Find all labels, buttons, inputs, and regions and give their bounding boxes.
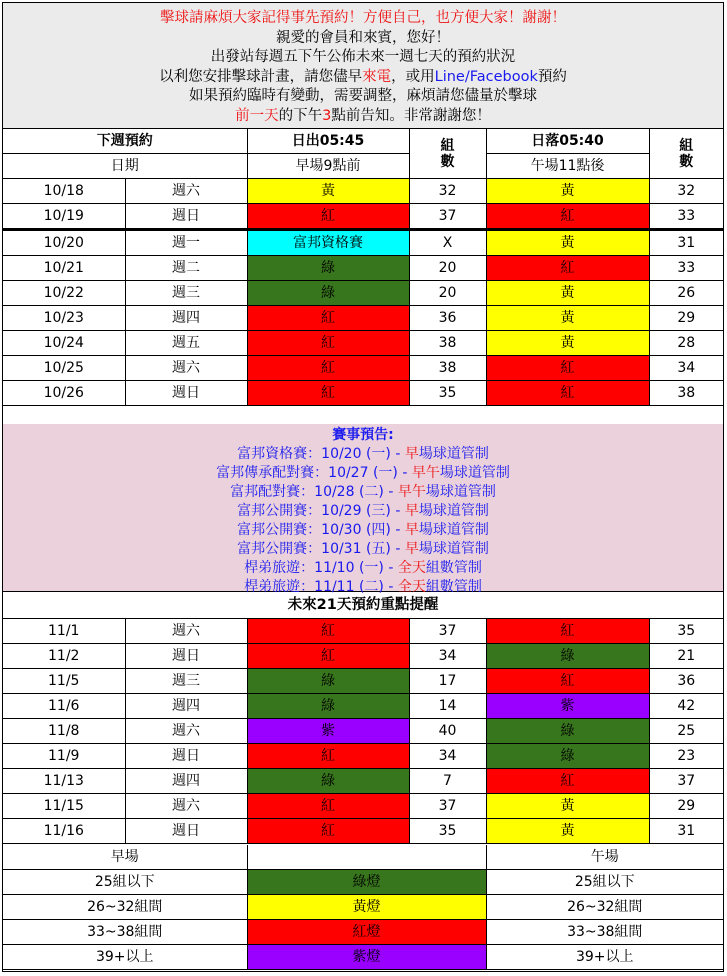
afternoon-status-cell: 紅 [486, 356, 649, 381]
morning-groups-cell: 20 [409, 256, 486, 281]
notice-call-text: 來電 [362, 68, 392, 85]
afternoon-status-cell: 紅 [486, 669, 649, 694]
future-row [3, 769, 723, 794]
future-row [3, 694, 723, 719]
notice-line-4 [3, 68, 723, 88]
event-session: 早 [404, 446, 419, 462]
event-session: 早午 [411, 465, 440, 481]
legend-range-am: 26~32組間 [3, 895, 247, 920]
event-item [3, 559, 723, 578]
notice-text: 預約 [537, 68, 567, 85]
afternoon-status-cell: 黃 [486, 306, 649, 331]
morning-status-cell: 紫 [247, 719, 409, 744]
legend-row [3, 920, 723, 945]
event-text: 場球道管制 [418, 446, 489, 462]
date-cell: 11/16 [3, 819, 125, 844]
notice-text: 的下午 [278, 107, 323, 124]
week-row [3, 230, 723, 256]
notice-box [3, 3, 723, 129]
week-row [3, 356, 723, 381]
afternoon-groups-cell: 26 [649, 281, 723, 306]
date-cell: 11/13 [3, 769, 125, 794]
date-cell: 10/21 [3, 256, 125, 281]
notice-text: ，或用 [391, 68, 435, 85]
date-cell: 11/5 [3, 669, 125, 694]
afternoon-groups-cell: 33 [649, 204, 723, 230]
morning-header: 早場9點前 [247, 154, 409, 179]
events-notice [3, 424, 723, 595]
date-cell: 10/18 [3, 179, 125, 204]
morning-status-cell: 紅 [247, 819, 409, 844]
afternoon-groups-cell: 29 [649, 794, 723, 819]
morning-status-cell: 紅 [247, 794, 409, 819]
morning-status-cell: 綠 [247, 256, 409, 281]
events-list [3, 445, 723, 597]
morning-groups-cell: 36 [409, 306, 486, 331]
afternoon-status-cell: 紅 [486, 381, 649, 406]
event-text: 桿弟旅遊：11/10 (一) - [244, 560, 398, 576]
afternoon-status-cell: 黃 [486, 230, 649, 256]
event-text: 富邦傳承配對賽：10/27 (一) - [216, 465, 412, 481]
date-cell: 10/19 [3, 204, 125, 230]
morning-groups-cell: 14 [409, 694, 486, 719]
afternoon-status-cell: 綠 [486, 744, 649, 769]
groups-header-2 [649, 129, 723, 179]
weekday-cell: 週三 [125, 281, 247, 306]
week-row [3, 256, 723, 281]
notice-hour: 3 [322, 107, 332, 124]
afternoon-status-cell: 黃 [486, 331, 649, 356]
morning-groups-cell: 40 [409, 719, 486, 744]
groups-header [409, 129, 486, 179]
legend-pm-header: 午場 [486, 845, 723, 870]
weekday-cell: 週日 [125, 744, 247, 769]
afternoon-status-cell: 黃 [486, 794, 649, 819]
event-text: 富邦公開賽：10/31 (五) - [237, 541, 405, 557]
future-row [3, 619, 723, 644]
morning-groups-cell: 20 [409, 281, 486, 306]
morning-groups-cell: 35 [409, 819, 486, 844]
afternoon-status-cell: 黃 [486, 179, 649, 204]
notice-line-1: 擊球請麻煩大家記得事先預約！方便自己，也方便大家！謝謝！ [160, 10, 566, 26]
afternoon-groups-cell: 35 [649, 619, 723, 644]
weekday-cell: 週二 [125, 256, 247, 281]
morning-groups-cell: 37 [409, 619, 486, 644]
morning-status-cell: 紅 [247, 644, 409, 669]
event-text: 場球道管制 [418, 522, 489, 538]
notice-text: 以利您安排擊球計畫，請您儘早 [159, 68, 363, 85]
week-row [3, 306, 723, 331]
notice-online-text: Line/Facebook [434, 68, 538, 85]
morning-status-cell: 紅 [247, 331, 409, 356]
afternoon-groups-cell: 25 [649, 719, 723, 744]
event-text: 場球道管制 [418, 541, 489, 557]
afternoon-status-cell: 綠 [486, 644, 649, 669]
morning-groups-cell: 38 [409, 356, 486, 381]
afternoon-status-cell: 紅 [486, 204, 649, 230]
afternoon-groups-cell: 36 [649, 669, 723, 694]
afternoon-groups-cell: 29 [649, 306, 723, 331]
reservation-sheet [2, 2, 724, 972]
morning-groups-cell: 37 [409, 794, 486, 819]
future-row [3, 719, 723, 744]
date-cell: 11/6 [3, 694, 125, 719]
legend-table [3, 845, 723, 970]
date-cell: 10/26 [3, 381, 125, 406]
afternoon-groups-cell: 37 [649, 769, 723, 794]
date-header: 日期 [3, 154, 247, 179]
afternoon-groups-cell: 31 [649, 230, 723, 256]
morning-status-cell: 紅 [247, 381, 409, 406]
weekday-cell: 週日 [125, 204, 247, 230]
future-row [3, 794, 723, 819]
week-booking-table [3, 129, 723, 406]
afternoon-groups-cell: 21 [649, 644, 723, 669]
week-row [3, 281, 723, 306]
morning-groups-cell: 38 [409, 331, 486, 356]
date-cell: 11/2 [3, 644, 125, 669]
event-text: 富邦配對賽：10/28 (二) - [230, 484, 398, 500]
morning-status-cell: 綠 [247, 281, 409, 306]
afternoon-groups-cell: 34 [649, 356, 723, 381]
week-row [3, 204, 723, 230]
weekday-cell: 週六 [125, 356, 247, 381]
legend-range-am: 33~38組間 [3, 920, 247, 945]
afternoon-groups-cell: 38 [649, 381, 723, 406]
afternoon-status-cell: 紅 [486, 256, 649, 281]
event-item [3, 502, 723, 521]
afternoon-status-cell: 紅 [486, 769, 649, 794]
legend-row [3, 945, 723, 970]
date-cell: 10/24 [3, 331, 125, 356]
legend-light: 紫燈 [247, 945, 486, 970]
week-row [3, 179, 723, 204]
weekday-cell: 週六 [125, 619, 247, 644]
week-row [3, 331, 723, 356]
event-session: 早 [404, 541, 419, 557]
event-item [3, 540, 723, 559]
weekday-cell: 週四 [125, 769, 247, 794]
sunrise-header: 日出05:45 [247, 129, 409, 154]
event-text: 組數管制 [425, 579, 482, 595]
date-cell: 11/9 [3, 744, 125, 769]
morning-status-cell: 紅 [247, 619, 409, 644]
weekday-cell: 週五 [125, 331, 247, 356]
morning-status-cell: 綠 [247, 694, 409, 719]
future-row [3, 744, 723, 769]
weekday-cell: 週六 [125, 719, 247, 744]
morning-groups-cell: 7 [409, 769, 486, 794]
morning-status-cell: 紅 [247, 204, 409, 230]
afternoon-status-cell: 黃 [486, 281, 649, 306]
event-text: 桿弟旅遊：11/11 (二) - [244, 579, 398, 595]
notice-line-3: 出發站每週五下午公佈未來一週七天的預約狀況 [210, 49, 516, 65]
morning-groups-cell: 17 [409, 669, 486, 694]
weekday-cell: 週一 [125, 230, 247, 256]
future-row [3, 819, 723, 844]
week-row [3, 381, 723, 406]
event-text: 場球道管制 [418, 503, 489, 519]
morning-status-cell: 綠 [247, 669, 409, 694]
legend-light: 黃燈 [247, 895, 486, 920]
morning-groups-cell: 37 [409, 204, 486, 230]
legend-range-am: 39+以上 [3, 945, 247, 970]
weekday-cell: 週日 [125, 644, 247, 669]
weekday-cell: 週六 [125, 794, 247, 819]
date-cell: 11/8 [3, 719, 125, 744]
weekday-cell: 週三 [125, 669, 247, 694]
event-item [3, 464, 723, 483]
morning-status-cell: 黃 [247, 179, 409, 204]
morning-status-cell: 紅 [247, 744, 409, 769]
event-text: 場球道管制 [425, 484, 496, 500]
event-session: 早 [404, 522, 419, 538]
event-text: 富邦公開賽：10/29 (三) - [237, 503, 405, 519]
weekday-cell: 週日 [125, 819, 247, 844]
sunset-header: 日落05:40 [486, 129, 649, 154]
afternoon-groups-cell: 33 [649, 256, 723, 281]
event-item [3, 483, 723, 502]
afternoon-header: 午場11點後 [486, 154, 649, 179]
afternoon-groups-cell: 32 [649, 179, 723, 204]
afternoon-status-cell: 綠 [486, 719, 649, 744]
notice-line-5: 如果預約臨時有變動，需要調整，麻煩請您儘量於擊球 [189, 88, 537, 104]
morning-groups-cell: 34 [409, 644, 486, 669]
event-text: 富邦公開賽：10/30 (四) - [237, 522, 405, 538]
date-cell: 10/23 [3, 306, 125, 331]
date-cell: 11/1 [3, 619, 125, 644]
weekday-cell: 週四 [125, 306, 247, 331]
notice-line-2: 親愛的會員和來賓，您好！ [276, 29, 450, 46]
morning-status-cell: 紅 [247, 306, 409, 331]
weekday-cell: 週日 [125, 381, 247, 406]
groups-header-2-text: 組數 [679, 137, 694, 170]
morning-status-cell: 紅 [247, 356, 409, 381]
event-text: 場球道管制 [439, 465, 510, 481]
afternoon-status-cell: 紫 [486, 694, 649, 719]
future-row [3, 644, 723, 669]
event-session: 早午 [397, 484, 426, 500]
weekday-cell: 週四 [125, 694, 247, 719]
afternoon-status-cell: 黃 [486, 819, 649, 844]
date-cell: 10/25 [3, 356, 125, 381]
notice-line-6 [3, 107, 723, 127]
event-session: 全天 [397, 560, 426, 576]
event-item [3, 445, 723, 464]
morning-groups-cell: 35 [409, 381, 486, 406]
events-title: 賽事預告: [332, 427, 394, 443]
morning-groups-cell: X [409, 230, 486, 256]
event-text: 組數管制 [425, 560, 482, 576]
weekday-cell: 週六 [125, 179, 247, 204]
legend-am-header: 早場 [3, 845, 247, 870]
afternoon-groups-cell: 42 [649, 694, 723, 719]
legend-range-pm: 25組以下 [486, 870, 723, 895]
afternoon-groups-cell: 28 [649, 331, 723, 356]
legend-range-pm: 39+以上 [486, 945, 723, 970]
afternoon-groups-cell: 23 [649, 744, 723, 769]
legend-spacer [247, 845, 486, 870]
legend-row [3, 895, 723, 920]
future-row [3, 669, 723, 694]
morning-status-cell: 綠 [247, 769, 409, 794]
morning-status-cell: 富邦資格賽 [247, 230, 409, 256]
event-text: 富邦資格賽：10/20 (一) - [237, 446, 405, 462]
legend-light: 綠燈 [247, 870, 486, 895]
legend-light: 紅燈 [247, 920, 486, 945]
legend-range-am: 25組以下 [3, 870, 247, 895]
notice-text: 點前告知。非常謝謝您！ [331, 107, 491, 124]
date-cell: 10/20 [3, 230, 125, 256]
future-booking-table [3, 619, 723, 844]
legend-range-pm: 33~38組間 [486, 920, 723, 945]
morning-groups-cell: 32 [409, 179, 486, 204]
date-cell: 11/15 [3, 794, 125, 819]
groups-header-text: 組數 [440, 137, 455, 170]
event-item [3, 521, 723, 540]
booking-header: 下週預約 [3, 129, 247, 154]
legend-range-pm: 26~32組間 [486, 895, 723, 920]
event-session: 早 [404, 503, 419, 519]
event-session: 全天 [397, 579, 426, 595]
legend-row [3, 870, 723, 895]
morning-groups-cell: 34 [409, 744, 486, 769]
afternoon-status-cell: 紅 [486, 619, 649, 644]
notice-day-before: 前一天 [235, 107, 279, 124]
date-cell: 10/22 [3, 281, 125, 306]
afternoon-groups-cell: 31 [649, 819, 723, 844]
reminder-title: 未來21天預約重點提醒 [3, 592, 723, 619]
